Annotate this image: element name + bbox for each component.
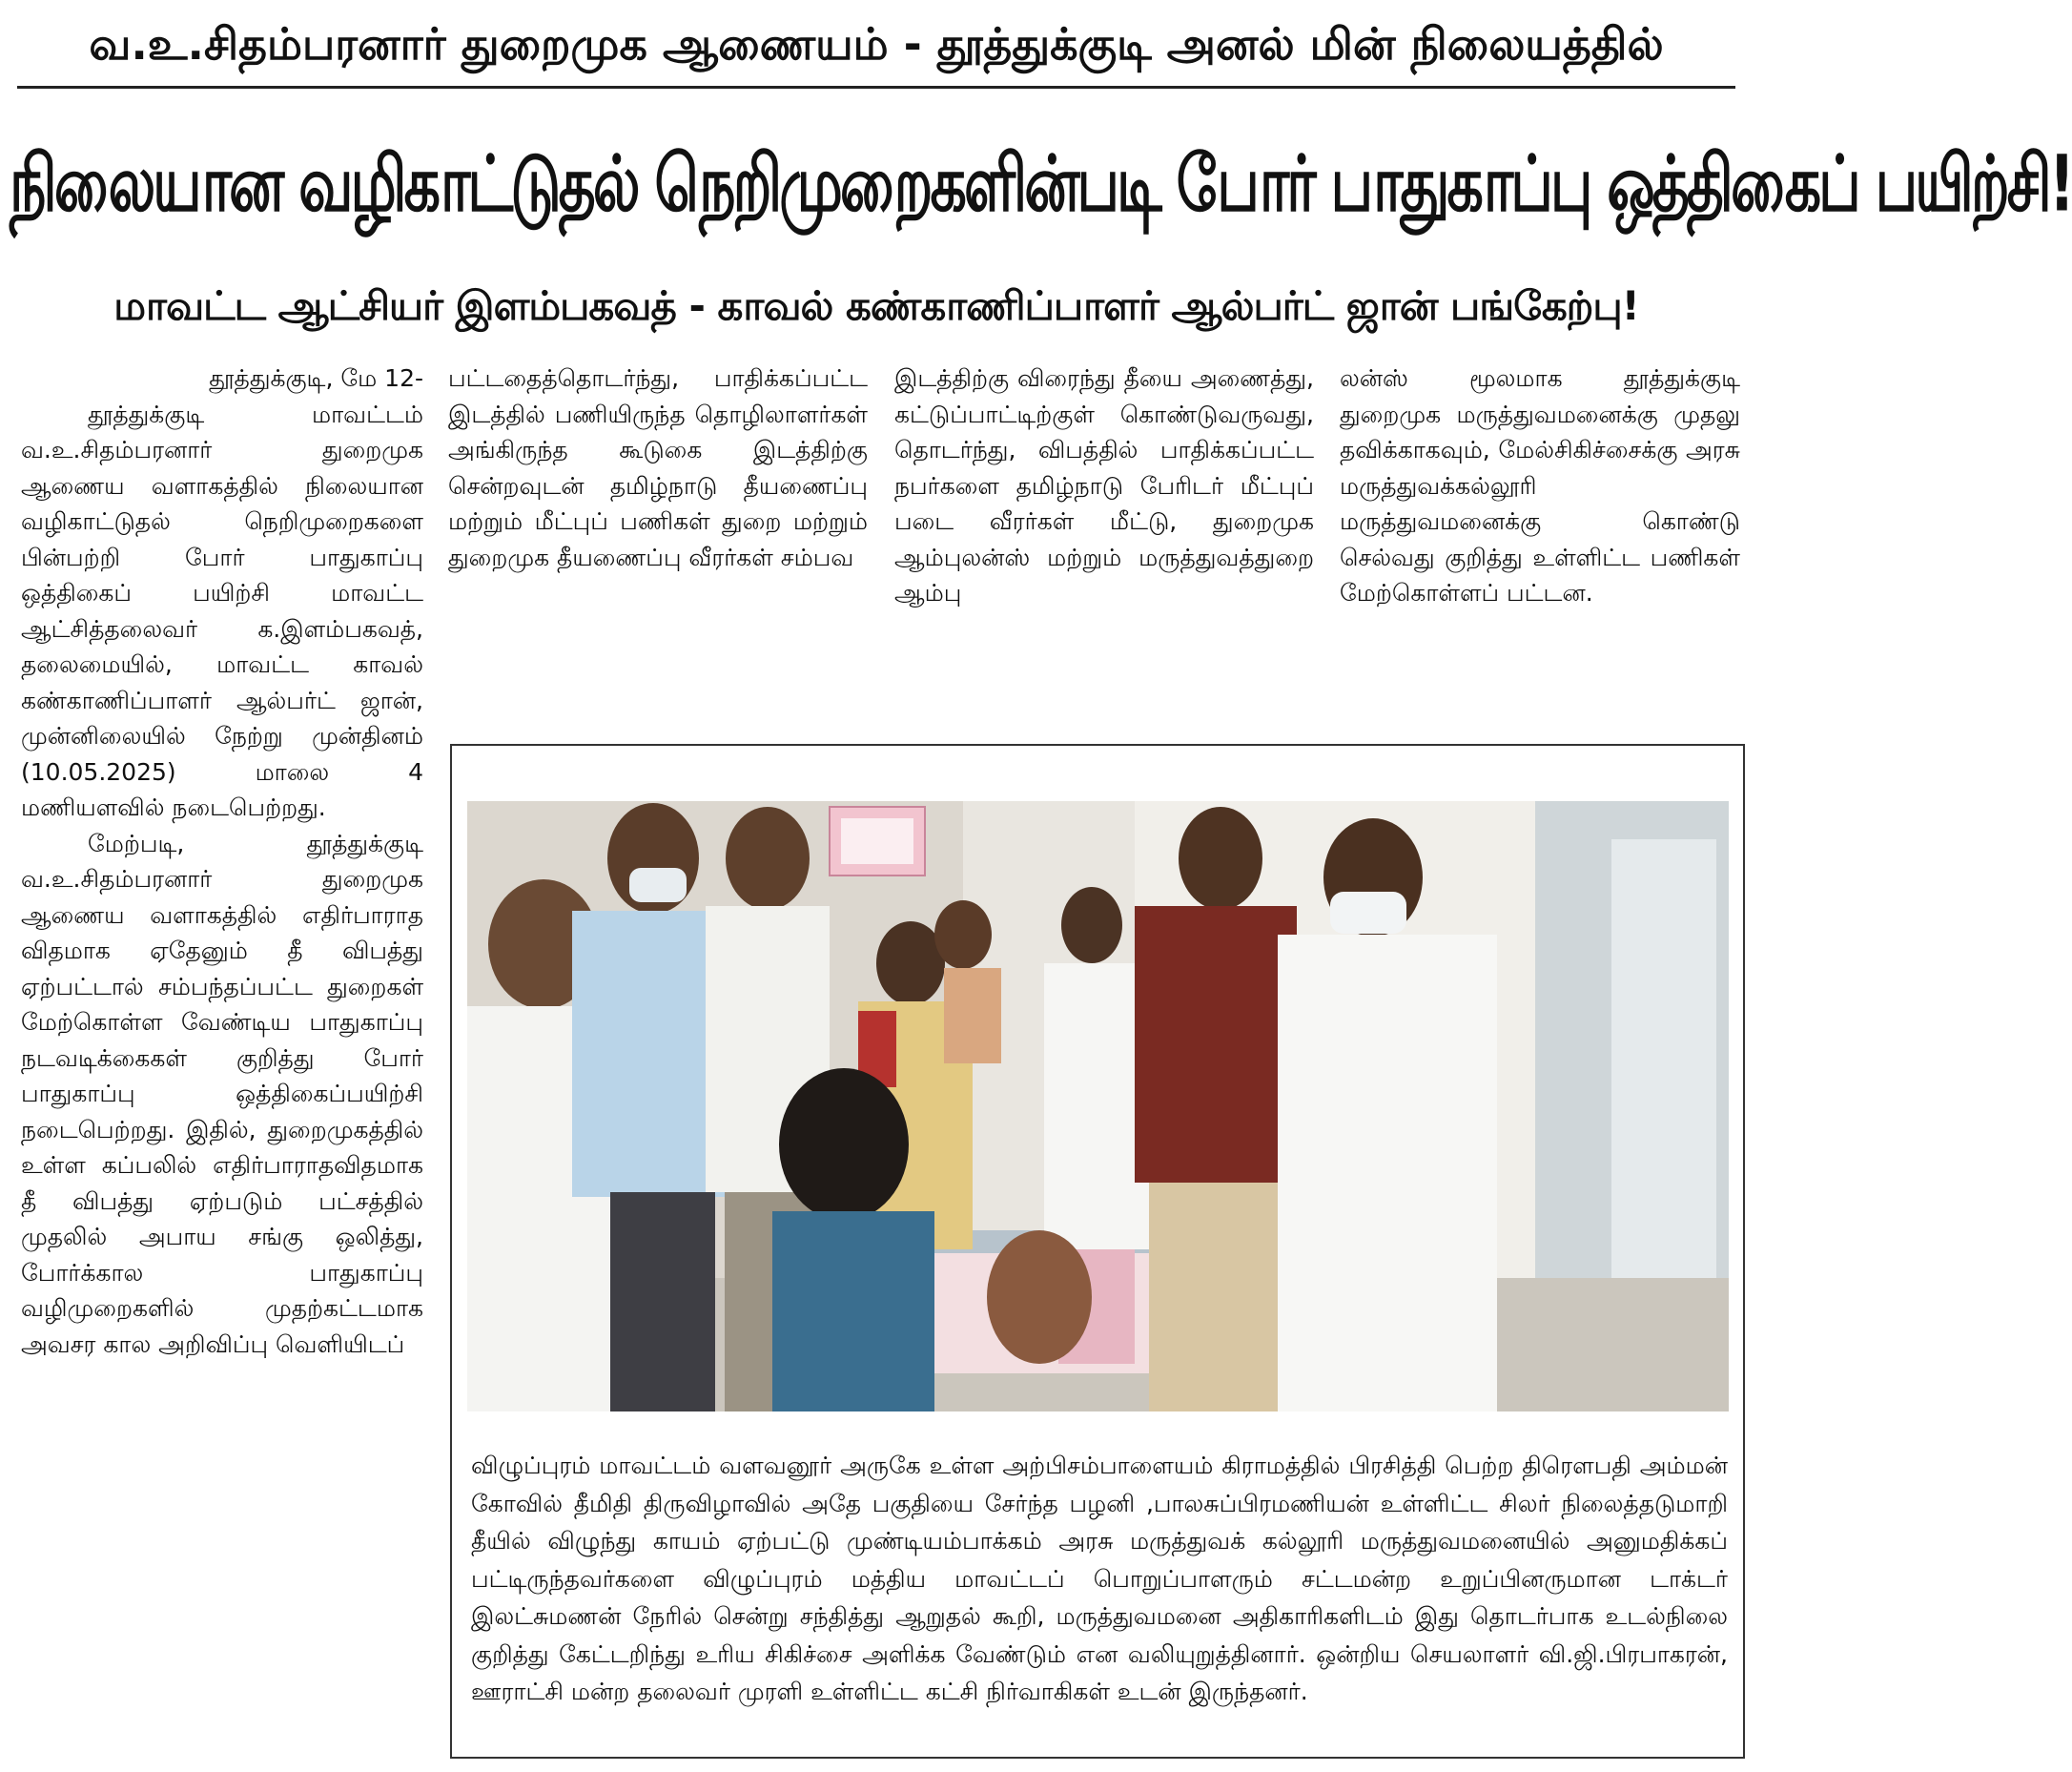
header-rule [17, 86, 1735, 89]
article-column-3-text: இடத்திற்கு விரைந்து தீயை அணைத்து, கட்டுப்பாட்டிற்குள் கொண்டுவருவது, தொடர்ந்து, விபத்தில் பாதிக்கப்பட்ட நபர்களை தமிழ்நாடு பேரிடர் மீட்புப் படை வீரர்கள் மீட்டு, துறைமுக ஆம்புலன்ஸ் மற்றும் மருத்துவத்துறை ஆம்பு [894, 364, 1314, 607]
article-paragraph-2: மேற்படி, தூத்துக்குடி வ.உ.சிதம்பரனார் துறைமுக ஆணைய வளாகத்தில் எதிர்பாராத விதமாக ஏதேனும் தீ விபத்து ஏற்பட்டால் சம்பந்தப்பட்ட துறைகள் மேற்கொள்ள வேண்டிய பாதுகாப்பு நடவடிக்கைகள் குறித்து போர் பாதுகாப்பு ஒத்திகைப்பயிற்சி நடைபெற்றது. இதில், துறைமுகத்தில் உள்ள கப்பலில் எதிர்பாராதவிதமாக தீ விபத்து ஏற்படும் பட்சத்தில் முதலில் அபாய சங்கு ஒலித்து, போர்க்கால பாதுகாப்பு வழிமுறைகளில் முதற்கட்டமாக அவசர கால அறிவிப்பு வெளியிடப் [21, 829, 423, 1358]
kicker-headline: வ.உ.சிதம்பரனார் துறைமுக ஆணையம் - தூத்துக்குடி அனல் மின் நிலையத்தில் [89, 18, 1664, 70]
article-column-1 [21, 361, 423, 1753]
dateline: தூத்துக்குடி, மே 12- [209, 364, 423, 392]
hospital-visit-photo [467, 801, 1729, 1411]
news-photo [467, 801, 1729, 1411]
photo-caption: விழுப்புரம் மாவட்டம் வளவனூர் அருகே உள்ள அற்பிசம்பாளையம் கிராமத்தில் பிரசித்தி பெற்ற திரௌபதி அம்மன் கோவில் தீமிதி திருவிழாவில் அதே பகுதியை சேர்ந்த பழனி ,பாலசுப்பிரமணியன் உள்ளிட்ட சிலர் நிலைத்தடுமாறி தீயில் விழுந்து காயம் ஏற்பட்டு முண்டியம்பாக்கம் அரசு மருத்துவக் கல்லூரி மருத்துவமனையில் அனுமதிக்கப் பட்டிருந்தவர்களை விழுப்புரம் மத்திய மாவட்டப் பொறுப்பாளரும் சட்டமன்ற உறுப்பினருமான டாக்டர் இலட்சுமணன் நேரில் சென்று சந்தித்து ஆறுதல் கூறி, மருத்துவமனை அதிகாரிகளிடம் இது தொடர்பாக உடல்நிலை குறித்து கேட்டறிந்து உரிய சிகிச்சை அளிக்க வேண்டும் என வலியுறுத்தினார். ஒன்றிய செயலாளர் வி.ஜி.பிரபாகரன், ஊராட்சி மன்ற தலைவர் முரளி உள்ளிட்ட கட்சி நிர்வாகிகள் உடன் இருந்தனர். [471, 1452, 1728, 1705]
article-column-4-text: லன்ஸ் மூலமாக தூத்துக்குடி துறைமுக மருத்துவமனைக்கு முதலு தவிக்காகவும், மேல்சிகிச்சைக்கு அரசு மருத்துவக்கல்லூரி மருத்துவமனைக்கு கொண்டு செல்வது குறித்து உள்ளிட்ட பணிகள் மேற்கொள்ளப் பட்டன. [1340, 364, 1740, 607]
article-paragraph-1: தூத்துக்குடி மாவட்டம் வ.உ.சிதம்பரனார் துறைமுக ஆணைய வளாகத்தில் நிலையான வழிகாட்டுதல் நெறிமுறைகளை பின்பற்றி போர் பாதுகாப்பு ஒத்திகைப் பயிற்சி மாவட்ட ஆட்சித்தலைவர் க.இளம்பகவத், தலைமையில், மாவட்ட காவல் கண்காணிப்பாளர் ஆல்பர்ட் ஜான், முன்னிலையில் நேற்று முன்தினம் (10.05.2025) மாலை 4 மணியளவில் நடைபெற்றது. [21, 400, 423, 821]
main-headline: நிலையான வழிகாட்டுதல் நெறிமுறைகளின்படி போர் பாதுகாப்பு ஒத்திகைப் பயிற்சி! [10, 139, 2072, 230]
article-column-4 [1340, 361, 1740, 723]
photo-box [450, 744, 1745, 1759]
article-column-2-text: பட்டதைத்தொடர்ந்து, பாதிக்கப்பட்ட இடத்தில் பணியிருந்த தொழிலாளர்கள் அங்கிருந்த கூடுகை இடத்திற்கு சென்றவுடன் தமிழ்நாடு தீயணைப்பு மற்றும் மீட்புப் பணிகள் துறை மற்றும் துறைமுக தீயணைப்பு வீரர்கள் சம்பவ [448, 364, 868, 571]
article-column-3 [894, 361, 1314, 723]
sub-headline: மாவட்ட ஆட்சியர் இளம்பகவத் - காவல் கண்காணிப்பாளர் ஆல்பர்ட் ஜான் பங்கேற்பு! [113, 282, 1639, 329]
article-column-2 [448, 361, 868, 723]
